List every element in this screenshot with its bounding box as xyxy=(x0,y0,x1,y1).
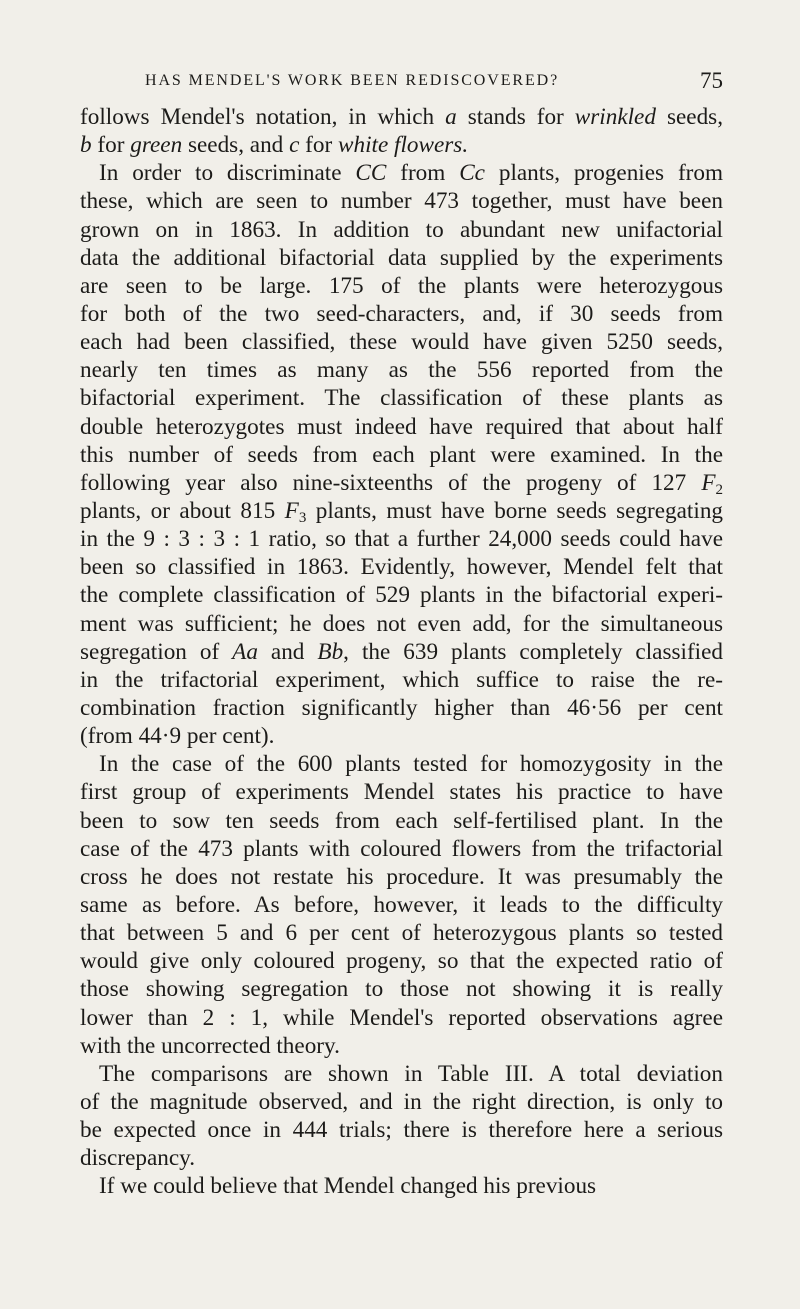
text-line xyxy=(80,638,723,666)
text-span: The comparisons are shown in Table III. A total deviation xyxy=(99,1060,723,1087)
text-line xyxy=(80,666,723,694)
text-span: stands for xyxy=(456,104,575,130)
text-span: plants, must have borne seeds segregating xyxy=(306,497,724,524)
text-span: are seen to be large. 175 of the plants were heterozygous xyxy=(80,272,723,299)
text-span: with the uncorrected theory. xyxy=(80,1032,340,1059)
text-line xyxy=(80,807,723,835)
text-span: for both of the two seed-characters, and, if 30 seeds from xyxy=(80,300,723,327)
text-span: case of the 473 plants with coloured flowers from the trifactorial xyxy=(80,835,723,862)
text-span: that between 5 and 6 per cent of heterozygous plants so tested xyxy=(80,920,723,947)
text-span: In order to discriminate xyxy=(99,160,356,187)
text-span: these, which are seen to number 473 together, must have been xyxy=(80,188,723,215)
text-line xyxy=(80,244,723,272)
text-line xyxy=(80,272,723,300)
text-line xyxy=(80,159,723,187)
text-span: and xyxy=(257,638,318,665)
text-span: for xyxy=(91,132,131,159)
text-span: same as before. As before, however, it leads to the difficulty xyxy=(80,891,723,918)
text-line xyxy=(80,103,723,131)
text-line xyxy=(80,497,723,525)
text-span: from xyxy=(386,160,460,187)
running-head xyxy=(80,70,723,100)
text-span: be expected once in 444 trials; there is therefore here a serious xyxy=(80,1117,723,1144)
text-span: data the additional bifactorial data supplied by the experiments xyxy=(80,244,723,271)
text-line xyxy=(80,1144,723,1172)
text-line xyxy=(80,750,723,778)
text-span: b xyxy=(80,132,92,159)
body-text xyxy=(80,103,723,1200)
text-line xyxy=(80,975,723,1003)
text-span: green xyxy=(130,132,183,159)
text-line xyxy=(80,694,723,722)
text-line xyxy=(80,356,723,384)
text-span: follows Mendel's notation, in which xyxy=(80,104,446,130)
text-span: c xyxy=(289,132,300,159)
text-line xyxy=(80,1116,723,1144)
text-span: following year also nine-sixteenths of the progeny of 127 xyxy=(80,469,702,496)
text-line xyxy=(80,300,723,328)
text-line xyxy=(80,525,723,553)
text-span: the complete classification of 529 plants in the bifactorial experi- xyxy=(80,582,723,609)
text-span: in the trifactorial experiment, which suffice to raise the re- xyxy=(80,666,723,693)
text-line xyxy=(80,1004,723,1032)
text-span: Aa xyxy=(232,638,258,665)
text-span: F xyxy=(284,497,299,524)
text-span: 3 xyxy=(298,509,307,526)
text-line xyxy=(80,581,723,609)
text-span: bifactorial experiment. The classification of these plants as xyxy=(80,385,723,412)
text-span: discrepancy. xyxy=(80,1145,196,1172)
text-span: been to sow ten seeds from each self-fertilised plant. In the xyxy=(80,807,723,834)
text-line xyxy=(80,1032,723,1060)
running-title: HAS MENDEL'S WORK BEEN REDISCOVERED? xyxy=(145,72,560,89)
text-span: grown on in 1863. In addition to abundant new unifactorial xyxy=(80,216,723,243)
text-span: this number of seeds from each plant were examined. In the xyxy=(80,441,723,468)
page-number: 75 xyxy=(700,68,723,93)
text-line xyxy=(80,553,723,581)
text-line xyxy=(80,610,723,638)
text-line xyxy=(80,835,723,863)
text-span: If we could believe that Mendel changed his previous xyxy=(99,1173,597,1200)
text-line xyxy=(80,187,723,215)
text-span: would give only coloured progeny, so that the expected ratio of xyxy=(80,948,723,975)
text-span: In the case of the 600 plants tested for homozygosity in the xyxy=(99,751,723,778)
text-line xyxy=(80,947,723,975)
text-line xyxy=(80,1172,723,1200)
text-line xyxy=(80,384,723,412)
text-span: nearly ten times as many as the 556 reported from the xyxy=(80,357,723,384)
text-line xyxy=(80,328,723,356)
text-line xyxy=(80,131,723,159)
text-span: (from 44·9 per cent). xyxy=(80,723,275,750)
text-span: plants, or about 815 xyxy=(80,497,285,524)
text-span: those showing segregation to those not showing it is really xyxy=(80,976,723,1003)
text-line xyxy=(80,891,723,919)
text-line xyxy=(80,441,723,469)
text-span: a xyxy=(445,104,457,130)
text-span: been so classified in 1863. Evidently, however, Mendel felt that xyxy=(80,554,723,581)
text-span: lower than 2 : 1, while Mendel's reported observations agree xyxy=(80,1004,723,1031)
text-line xyxy=(80,919,723,947)
text-span: of the magnitude observed, and in the right direction, is only to xyxy=(80,1088,723,1115)
text-line xyxy=(80,469,723,497)
text-span: Cc xyxy=(459,160,485,187)
text-span: for xyxy=(299,132,339,159)
text-span: double heterozygotes must indeed have required that about half xyxy=(80,413,723,440)
text-span: Bb xyxy=(317,638,344,665)
text-line xyxy=(80,722,723,750)
text-span: seeds, xyxy=(655,104,723,130)
text-span: in the 9 : 3 : 3 : 1 ratio, so that a further 24,000 seeds could have xyxy=(80,526,723,553)
text-line xyxy=(80,1088,723,1116)
text-span: F xyxy=(701,469,716,496)
text-span: segregation of xyxy=(80,638,233,665)
text-line xyxy=(80,863,723,891)
text-span: cross he does not restate his procedure. It was presumably the xyxy=(80,863,723,890)
text-span: ment was sufficient; he does not even add, for the simultaneous xyxy=(80,610,723,637)
text-span: , the 639 plants completely classified xyxy=(343,638,723,665)
text-span: each had been classified, these would have given 5250 seeds, xyxy=(80,329,723,356)
text-span: white flowers. xyxy=(338,132,469,159)
text-span: seeds, and xyxy=(182,132,290,159)
text-span: plants, progenies from xyxy=(484,160,724,187)
text-span: first group of experiments Mendel states his practice to have xyxy=(80,779,723,806)
text-line xyxy=(80,778,723,806)
text-line xyxy=(80,216,723,244)
text-span: 2 xyxy=(715,481,723,498)
text-span: wrinkled xyxy=(574,104,656,130)
text-span: combination fraction significantly higher than 46·56 per cent xyxy=(80,694,723,721)
text-span: CC xyxy=(355,160,387,187)
text-line xyxy=(80,1060,723,1088)
text-line xyxy=(80,413,723,441)
